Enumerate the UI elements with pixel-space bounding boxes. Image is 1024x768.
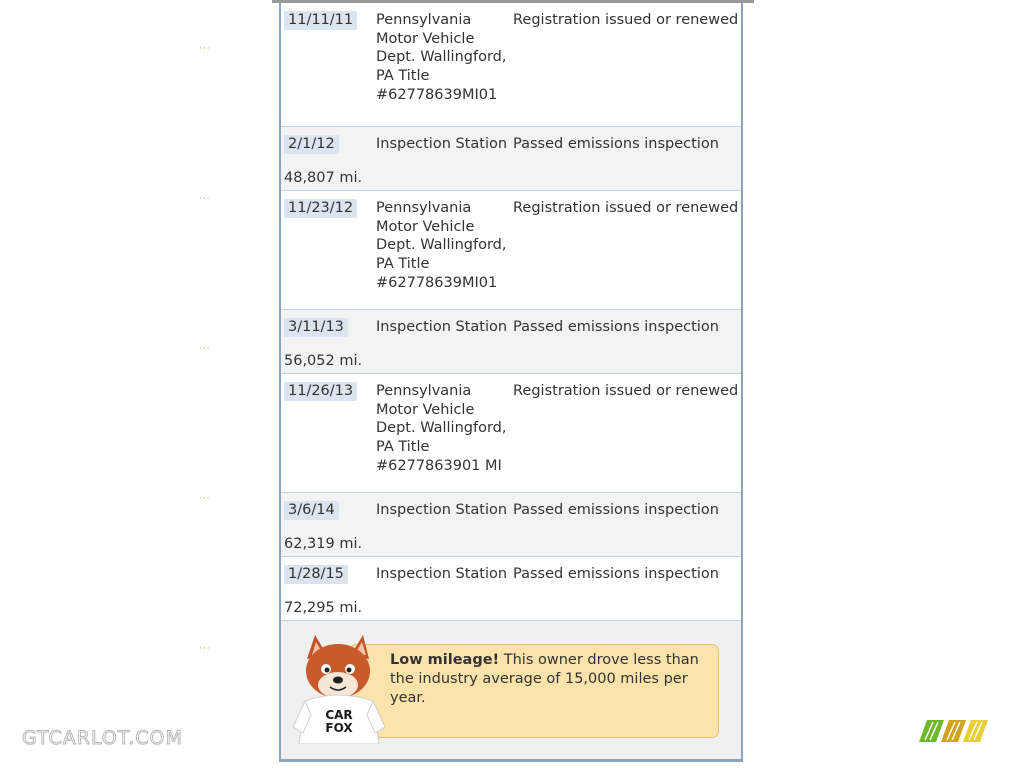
side-dots: ··· (199, 44, 211, 54)
event-comment: Registration issued or renewed (513, 12, 739, 28)
table-row (281, 3, 741, 127)
table-row (281, 374, 741, 493)
odometer-reading: 62,319 mi. (284, 536, 363, 552)
table-row (281, 493, 741, 557)
event-date: 2/1/12 (284, 135, 339, 154)
low-mileage-callout-row (281, 621, 741, 759)
odometer-reading: 48,807 mi. (284, 170, 363, 186)
event-source: Inspection Station (376, 136, 508, 152)
table-row (281, 127, 741, 191)
mascot-badge-line2: FOX (325, 721, 353, 735)
event-comment: Registration issued or renewed (513, 383, 739, 399)
event-date: 11/23/12 (284, 199, 357, 218)
event-source: Pennsylvania Motor Vehicle Dept. Wallingford, PA Title #62778639MI01 (376, 200, 507, 291)
event-date: 3/11/13 (284, 318, 348, 337)
callout-title: Low mileage! (390, 652, 500, 668)
event-comment: Registration issued or renewed (513, 200, 739, 216)
event-source: Pennsylvania Motor Vehicle Dept. Wallingford, PA Title #62778639MI01 (376, 12, 507, 103)
side-dots: ··· (199, 494, 211, 504)
carfox-mascot-icon (289, 629, 389, 744)
side-dots: ··· (199, 194, 211, 204)
odometer-reading: 56,052 mi. (284, 353, 363, 369)
event-comment: Passed emissions inspection (513, 566, 719, 582)
side-dots: ··· (199, 644, 211, 654)
stripes-logo-icon (919, 720, 999, 742)
event-source: Inspection Station (376, 502, 508, 518)
callout-text: This owner drove less than the industry average of 15,000 miles per year. (390, 652, 699, 706)
event-source: Pennsylvania Motor Vehicle Dept. Wallingford, PA Title #6277863901 MI (376, 383, 507, 474)
low-mileage-callout (349, 644, 719, 738)
mascot-badge-line1: CAR (325, 708, 353, 722)
event-comment: Passed emissions inspection (513, 319, 719, 335)
event-date: 3/6/14 (284, 501, 339, 520)
table-row (281, 310, 741, 374)
event-comment: Passed emissions inspection (513, 502, 719, 518)
watermark-logo: GTCARLOT.COM (22, 727, 183, 749)
vehicle-history-table (279, 3, 743, 762)
table-row (281, 191, 741, 310)
event-source: Inspection Station (376, 319, 508, 335)
side-dots: ··· (199, 344, 211, 354)
table-row (281, 557, 741, 621)
event-source: Inspection Station (376, 566, 508, 582)
event-date: 11/26/13 (284, 382, 357, 401)
event-comment: Passed emissions inspection (513, 136, 719, 152)
event-date: 1/28/15 (284, 565, 348, 584)
event-date: 11/11/11 (284, 11, 357, 30)
odometer-reading: 72,295 mi. (284, 600, 363, 616)
